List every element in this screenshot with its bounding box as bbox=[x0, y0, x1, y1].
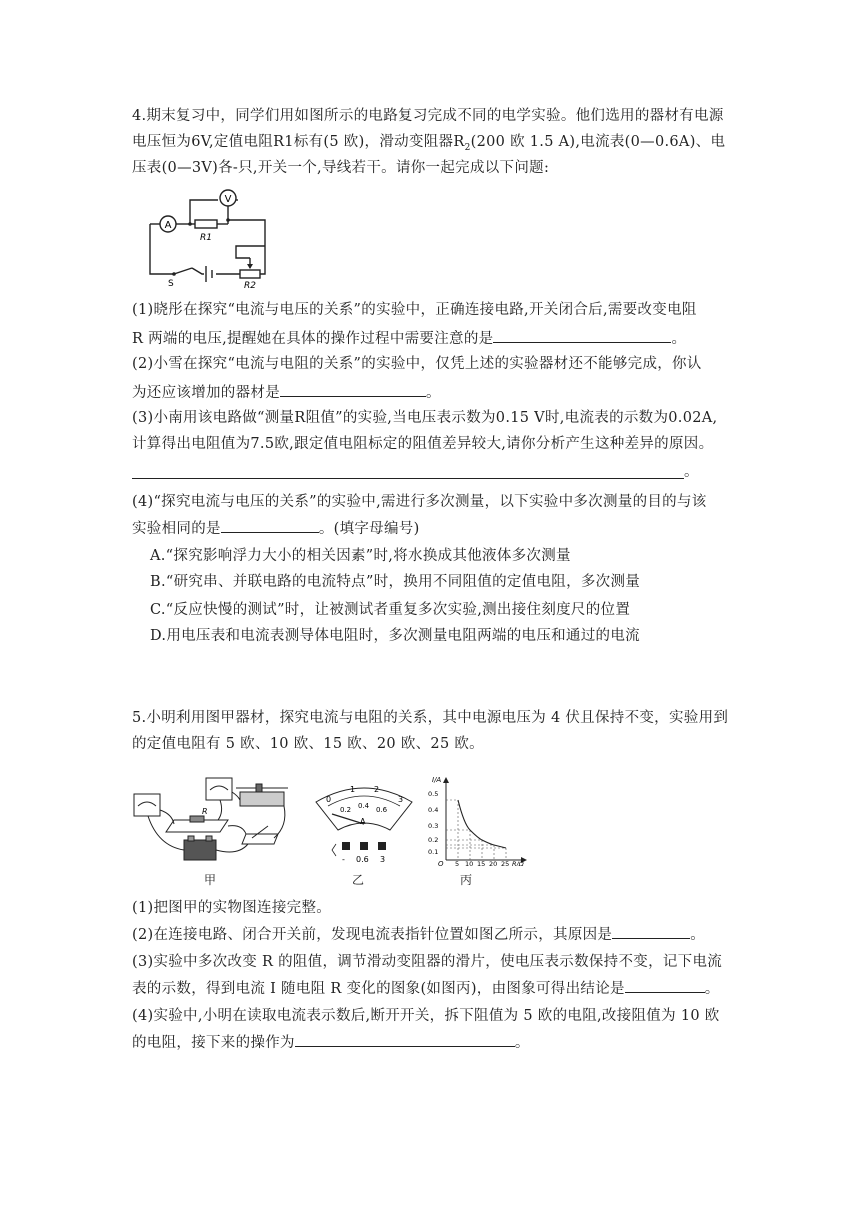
q5-figure-bing-graph bbox=[424, 774, 534, 866]
q4-p2-blank[interactable] bbox=[280, 382, 426, 397]
q4-p2-line-1: (2)小雪在探究“电流与电阻的关系”的实验中，仅凭上述的实验器材还不能够完成，你认 bbox=[132, 356, 702, 372]
yi-terminal-3: 3 bbox=[380, 855, 386, 864]
q4-p3-end: 。 bbox=[684, 464, 699, 480]
yi-bottom-3: 0.6 bbox=[376, 806, 388, 814]
bing-xtick-15: 15 bbox=[477, 860, 486, 866]
yi-bottom-2: 0.4 bbox=[358, 802, 370, 810]
q4-p1-line-1: (1)晓彤在探究“电流与电压的关系”的实验中，正确连接电路,开关闭合后,需要改变电阻 bbox=[132, 302, 697, 318]
bing-ytick-05: 0.5 bbox=[428, 790, 439, 798]
q4-intro-line-3: 压表(0—3V)各-只,开关一个,导线若干。请你一起完成以下问题: bbox=[132, 160, 550, 176]
q5-p3-blank[interactable] bbox=[625, 978, 705, 993]
bing-xtick-5: 5 bbox=[455, 860, 460, 866]
bing-ytick-02: 0.2 bbox=[428, 836, 439, 844]
q4-intro-line-1: 4.期末复习中，同学们用如图所示的电路复习完成不同的电学实验。他们选用的器材有电源 bbox=[132, 108, 724, 124]
ammeter-label: A bbox=[164, 220, 172, 231]
q5-intro-line-1: 5.小明利用图甲器材，探究电流与电阻的关系，其中电源电压为 4 伏且保持不变，实验用到 bbox=[132, 710, 729, 726]
q4-p2-line-2: 为还应该增加的器材是 。 bbox=[132, 382, 441, 403]
yi-terminal-06: 0.6 bbox=[356, 855, 369, 864]
yi-top-1: 1 bbox=[350, 785, 356, 794]
q5-p2-line: (2)在连接电路、闭合开关前，发现电流表指针位置如图乙所示，其原因是 。 bbox=[132, 924, 705, 945]
q4-p3-line-2: 计算得出电阻值为7.5欧,跟定值电阻标定的阻值差异较大,请你分析产生这种差异的原因。 bbox=[132, 436, 714, 452]
q4-intro-line-2: 电压恒为6V,定值电阻R1标有(5 欧)，滑动变阻器$R_2(200$ 欧 1.5 A),电流表(0—0.6A)、电 bbox=[132, 134, 726, 153]
fig-jia-caption: 甲 bbox=[204, 873, 217, 887]
q5-p3-line-1: (3)实验中多次改变 R 的阻值，调节滑动变阻器的滑片，使电压表示数保持不变，记下电流 bbox=[132, 954, 723, 970]
bing-xtick-20: 20 bbox=[489, 860, 498, 866]
q4-option-b: B.“研究串、并联电路的电流特点”时，换用不同阻值的定值电阻，多次测量 bbox=[150, 574, 641, 590]
bing-ylabel: I/A bbox=[432, 776, 442, 784]
q4-p4-line-2: 实验相同的是 。(填字母编号) bbox=[132, 518, 420, 539]
yi-unit: A bbox=[360, 817, 366, 826]
r2-label: R2 bbox=[244, 281, 256, 288]
bing-xtick-10: 10 bbox=[465, 860, 474, 866]
q4-p3-line-1: (3)小南用该电路做“测量R阻值”的实验,当电压表示数为0.15 V时,电流表的示数为0.02A, bbox=[132, 410, 718, 426]
q5-intro-line-2: 的定值电阻有 5 欧、10 欧、15 欧、20 欧、25 欧。 bbox=[132, 736, 484, 752]
q4-p4-line-1: (4)“探究电流与电压的关系”的实验中,需进行多次测量，以下实验中多次测量的目的与该 bbox=[132, 494, 707, 510]
q4-option-a: A.“探究影响浮力大小的相关因素”时,将水换成其他液体多次测量 bbox=[150, 548, 571, 564]
q5-p4-line-2: 的电阻，接下来的操作为 。 bbox=[132, 1032, 530, 1053]
q4-option-c: C.“反应快慢的测试”时，让被测试者重复多次实验,测出接住刻度尺的位置 bbox=[150, 602, 631, 618]
yi-top-3: 3 bbox=[398, 795, 404, 804]
q4-p4-blank[interactable] bbox=[221, 518, 319, 533]
bing-ytick-01: 0.1 bbox=[428, 848, 439, 856]
q5-p4-line-1: (4)实验中,小明在读取电流表示数后,断开开关，拆下阻值为 5 欧的电阻,改接阻值为 10 欧 bbox=[132, 1008, 720, 1024]
q4-p1-line-2: R 两端的电压,提醒她在具体的操作过程中需要注意的是 。 bbox=[132, 328, 686, 349]
q4-circuit-diagram bbox=[140, 184, 276, 288]
yi-terminal-neg: - bbox=[342, 855, 345, 864]
q5-p3-line-2: 表的示数，得到电流 I 随电阻 R 变化的图象(如图丙)，由图象可得出结论是 。 bbox=[132, 978, 720, 999]
q5-figure-yi-ammeter bbox=[312, 780, 416, 866]
q5-figure-jia-apparatus bbox=[128, 772, 308, 864]
bing-ytick-03: 0.3 bbox=[428, 822, 439, 830]
fig-bing-caption: 丙 bbox=[460, 873, 473, 887]
q5-p4-blank[interactable] bbox=[295, 1032, 515, 1047]
bing-xunit: R/Ω bbox=[512, 860, 524, 866]
q5-p1: (1)把图甲的实物图连接完整。 bbox=[132, 900, 332, 916]
q4-p1-blank[interactable] bbox=[493, 328, 671, 343]
q4-p3-answer-line[interactable] bbox=[132, 478, 684, 479]
yi-top-0: 0 bbox=[326, 795, 332, 804]
yi-bottom-1: 0.2 bbox=[340, 806, 352, 814]
q4-option-d: D.用电压表和电流表测导体电阻时，多次测量电阻两端的电压和通过的电流 bbox=[150, 628, 640, 644]
r1-label: R1 bbox=[200, 233, 212, 243]
switch-label: S bbox=[168, 279, 174, 288]
bing-ytick-04: 0.4 bbox=[428, 806, 439, 814]
bing-origin: O bbox=[438, 860, 444, 866]
voltmeter-label: V bbox=[224, 194, 232, 205]
fig-yi-caption: 乙 bbox=[352, 873, 365, 887]
jia-r-label: R bbox=[202, 807, 208, 816]
q5-p2-blank[interactable] bbox=[612, 924, 690, 939]
bing-xtick-25: 25 bbox=[501, 860, 510, 866]
yi-top-2: 2 bbox=[374, 785, 380, 794]
